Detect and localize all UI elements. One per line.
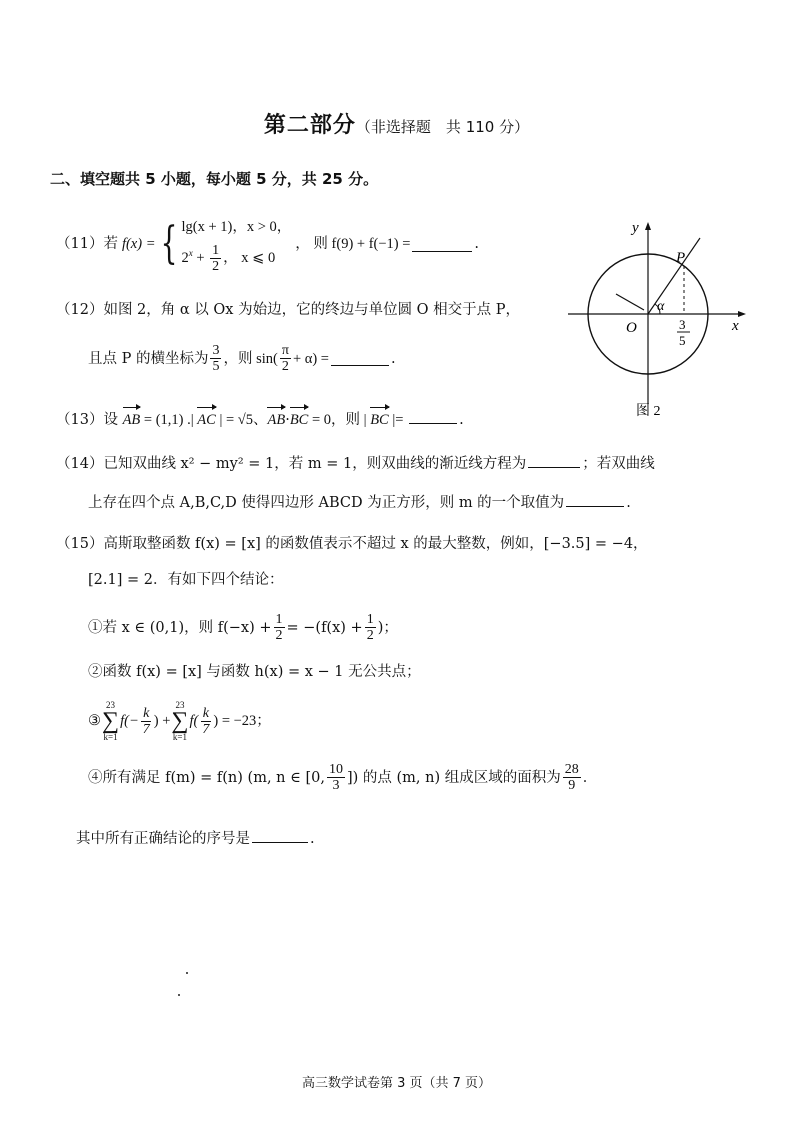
origin-label: O (626, 320, 637, 336)
q11-case-1: lg(x + 1)，x > 0， (181, 219, 292, 235)
q11-answer-blank[interactable] (412, 237, 472, 252)
scan-mark (178, 994, 180, 996)
q11-number: （11）若 (56, 236, 118, 252)
extra-segment (616, 294, 644, 310)
terminal-side (648, 238, 700, 314)
conclusion-4: ④所有满足 f(m) = f(n) (m, n ∈ [0, $\frac{10}{3}$ ]) 的点 (m, n) 组成区域的面积为 $\frac{28}{9}$ ． (88, 762, 598, 793)
scan-mark (186, 972, 188, 974)
q15-answer-blank[interactable] (252, 828, 308, 843)
q11-cases (181, 214, 291, 274)
part-title-main: 第二部分 (263, 113, 356, 138)
q14-answer-blank-1[interactable] (528, 453, 580, 468)
figure-2-unit-circle (560, 218, 750, 423)
conclusion-3: ③ 23 ∑ k=1 f(− $\frac{k}{7}$ ) + 23 ∑ k=1 f( $\frac{k}{7}$ ) = −23； (88, 700, 271, 742)
question-15-line-1: （15）高斯取整函数 f(x) = [x] 的函数值表示不超过 x 的最大整数，例如，[−3.5] = −4， (56, 536, 648, 552)
conclusion-2: ②函数 f(x) = [x] 与函数 h(x) = x − 1 无公共点； (88, 664, 421, 680)
section-heading: 二、填空题共 5 小题，每小题 5 分，共 25 分。 (50, 170, 379, 188)
q11-case-2: $2^x$ + $\frac{1}{2}$ ， x ⩽ 0 (181, 243, 276, 274)
question-13: （13）设 AB = (1,1) .| AC | = √5、AB·BC = 0，则 | BC |= . (56, 404, 464, 430)
x-label: x (732, 318, 739, 334)
y-axis-arrow-icon (645, 222, 651, 230)
q11-brace: { (161, 218, 178, 269)
question-14-line-1: （14）已知双曲线 x² − my² = 1，若 m = 1，则双曲线的渐近线方程为 ；若双曲线 (56, 453, 655, 474)
q12-answer-blank[interactable] (331, 351, 389, 366)
question-11: （11）若 f(x) = { lg(x + 1)，x > 0， $2^x$ + $\frac{1}{2}$ ， x ⩽ 0 ， 则 f(9) + f(−1) = . (56, 214, 479, 274)
tick-denominator: 5 (679, 333, 686, 348)
q11-fx: f(x) = (121, 236, 156, 252)
q11-tail: ， 则 f(9) + f(−1) = (295, 236, 411, 252)
page-footer: 高三数学试卷第 3 页（共 7 页） (301, 1076, 492, 1091)
alpha-label: α (657, 299, 665, 314)
x-axis-arrow-icon (738, 311, 746, 317)
question-12-line-1: （12）如图 2，角 α 以 Ox 为始边，它的终边与单位圆 O 相交于点 P， (56, 302, 521, 318)
question-15-line-2: [2.1] = 2．有如下四个结论： (88, 572, 284, 588)
part-title (0, 108, 793, 139)
conclusion-1: ①若 x ∈ (0,1)，则 f(−x) + $\frac{1}{2}$ = −(f(x) + $\frac{1}{2}$ )； (88, 612, 398, 643)
point-p-label: P (676, 250, 686, 266)
question-15-answer: 其中所有正确结论的序号是 . (76, 828, 315, 849)
part-title-sub: （非选择题 共 110 分） (355, 118, 530, 136)
tick-numerator: 3 (679, 317, 686, 332)
question-12-line-2: 且点 P 的横坐标为 $\frac{3}{5}$ ，则 sin( $\frac{\pi}{2}$ + α) = . (88, 343, 396, 374)
y-label: y (632, 220, 639, 236)
q14-answer-blank-2[interactable] (566, 492, 624, 507)
question-14-line-2: 上存在四个点 A,B,C,D 使得四边形 ABCD 为正方形，则 m 的一个取值为 . (88, 492, 631, 513)
figure-caption: 图 2 (636, 404, 661, 419)
q13-answer-blank[interactable] (409, 409, 457, 424)
